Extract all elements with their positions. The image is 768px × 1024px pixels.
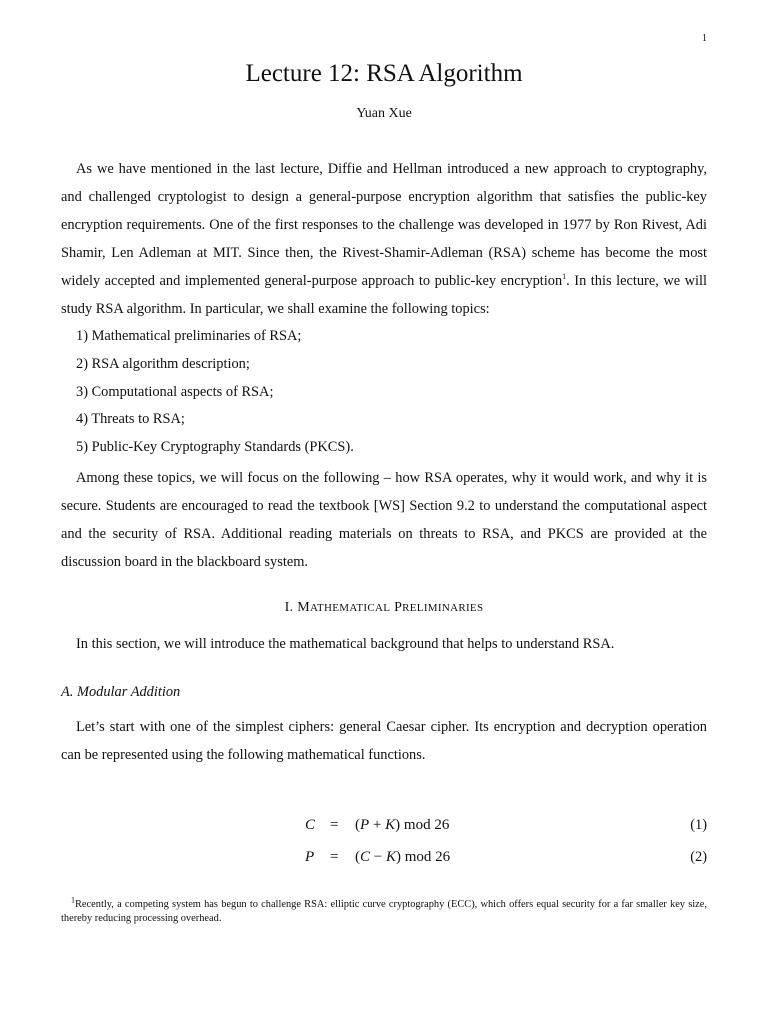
page-title: Lecture 12: RSA Algorithm: [245, 60, 523, 87]
list-item: 4) Threats to RSA;: [76, 411, 185, 428]
footnote-mark: 1: [71, 895, 75, 905]
footnote-reference[interactable]: 1: [562, 272, 567, 282]
intro-paragraph: [61, 155, 707, 323]
author-name: Yuan Xue: [356, 106, 412, 121]
intro-text-continued: . In this lecture, we will study RSA algorithm. In particular, we shall examine the following topics:: [61, 273, 707, 317]
focus-paragraph: Among these topics, we will focus on the following – how RSA operates, why it would work, and why it is secure. Students are encouraged to read the textbook [WS] Section 9.2 to understand the computational aspect and the security of RSA. Additional reading materials on threats to RSA, and PKCS are provided at the discussion board in the blackboard system.: [61, 470, 707, 570]
subsection-heading: A. Modular Addition: [61, 684, 181, 700]
equation-number: (2): [690, 849, 707, 865]
equation-2: [0, 849, 707, 873]
list-item: 3) Computational aspects of RSA;: [76, 383, 274, 400]
intro-text: As we have mentioned in the last lecture, Diffie and Hellman introduced a new approach to cryptography, and challenged cryptologist to design a general-purpose encryption algorithm that satisfies the public-key encryption requirements. One of the first responses to the challenge was developed in 1977 by Ron Rivest, Adi Shamir, Len Adleman at MIT. Since then, the Rivest-Shamir-Adleman (RSA) scheme has become the most widely accepted and implemented general-purpose approach to public-key encryption: [61, 161, 707, 289]
section-number: I.: [284, 600, 294, 615]
topic-list: [76, 323, 696, 462]
footnote: [61, 895, 707, 926]
equation-lhs: P: [305, 849, 315, 865]
section-intro-paragraph: In this section, we will introduce the mathematical background that helps to understand RSA.: [76, 636, 615, 652]
equation-relation: =: [330, 849, 339, 865]
equation-number: (1): [690, 817, 707, 833]
page-number: 1: [702, 33, 707, 44]
equation-rhs: (P + K) mod 26: [355, 817, 450, 833]
equation-relation: =: [330, 817, 339, 833]
subsection-paragraph: Let’s start with one of the simplest ciphers: general Caesar cipher. Its encryption and decryption operation can be represented using the following mathematical functions.: [61, 719, 707, 763]
list-item: 5) Public-Key Cryptography Standards (PKCS).: [76, 439, 354, 456]
footnote-text: Recently, a competing system has begun to challenge RSA: elliptic curve cryptography (ECC), which offers equal security for a far smaller key size, thereby reducing processing overhead.: [61, 899, 707, 924]
equation-1: [0, 817, 707, 841]
section-heading: I. MATHEMATICAL PRELIMINARIES: [284, 600, 484, 615]
equation-rhs: (C − K) mod 26: [355, 849, 451, 865]
list-item: 2) RSA algorithm description;: [76, 355, 250, 372]
list-item: 1) Mathematical preliminaries of RSA;: [76, 328, 302, 344]
equation-lhs: C: [305, 817, 316, 833]
